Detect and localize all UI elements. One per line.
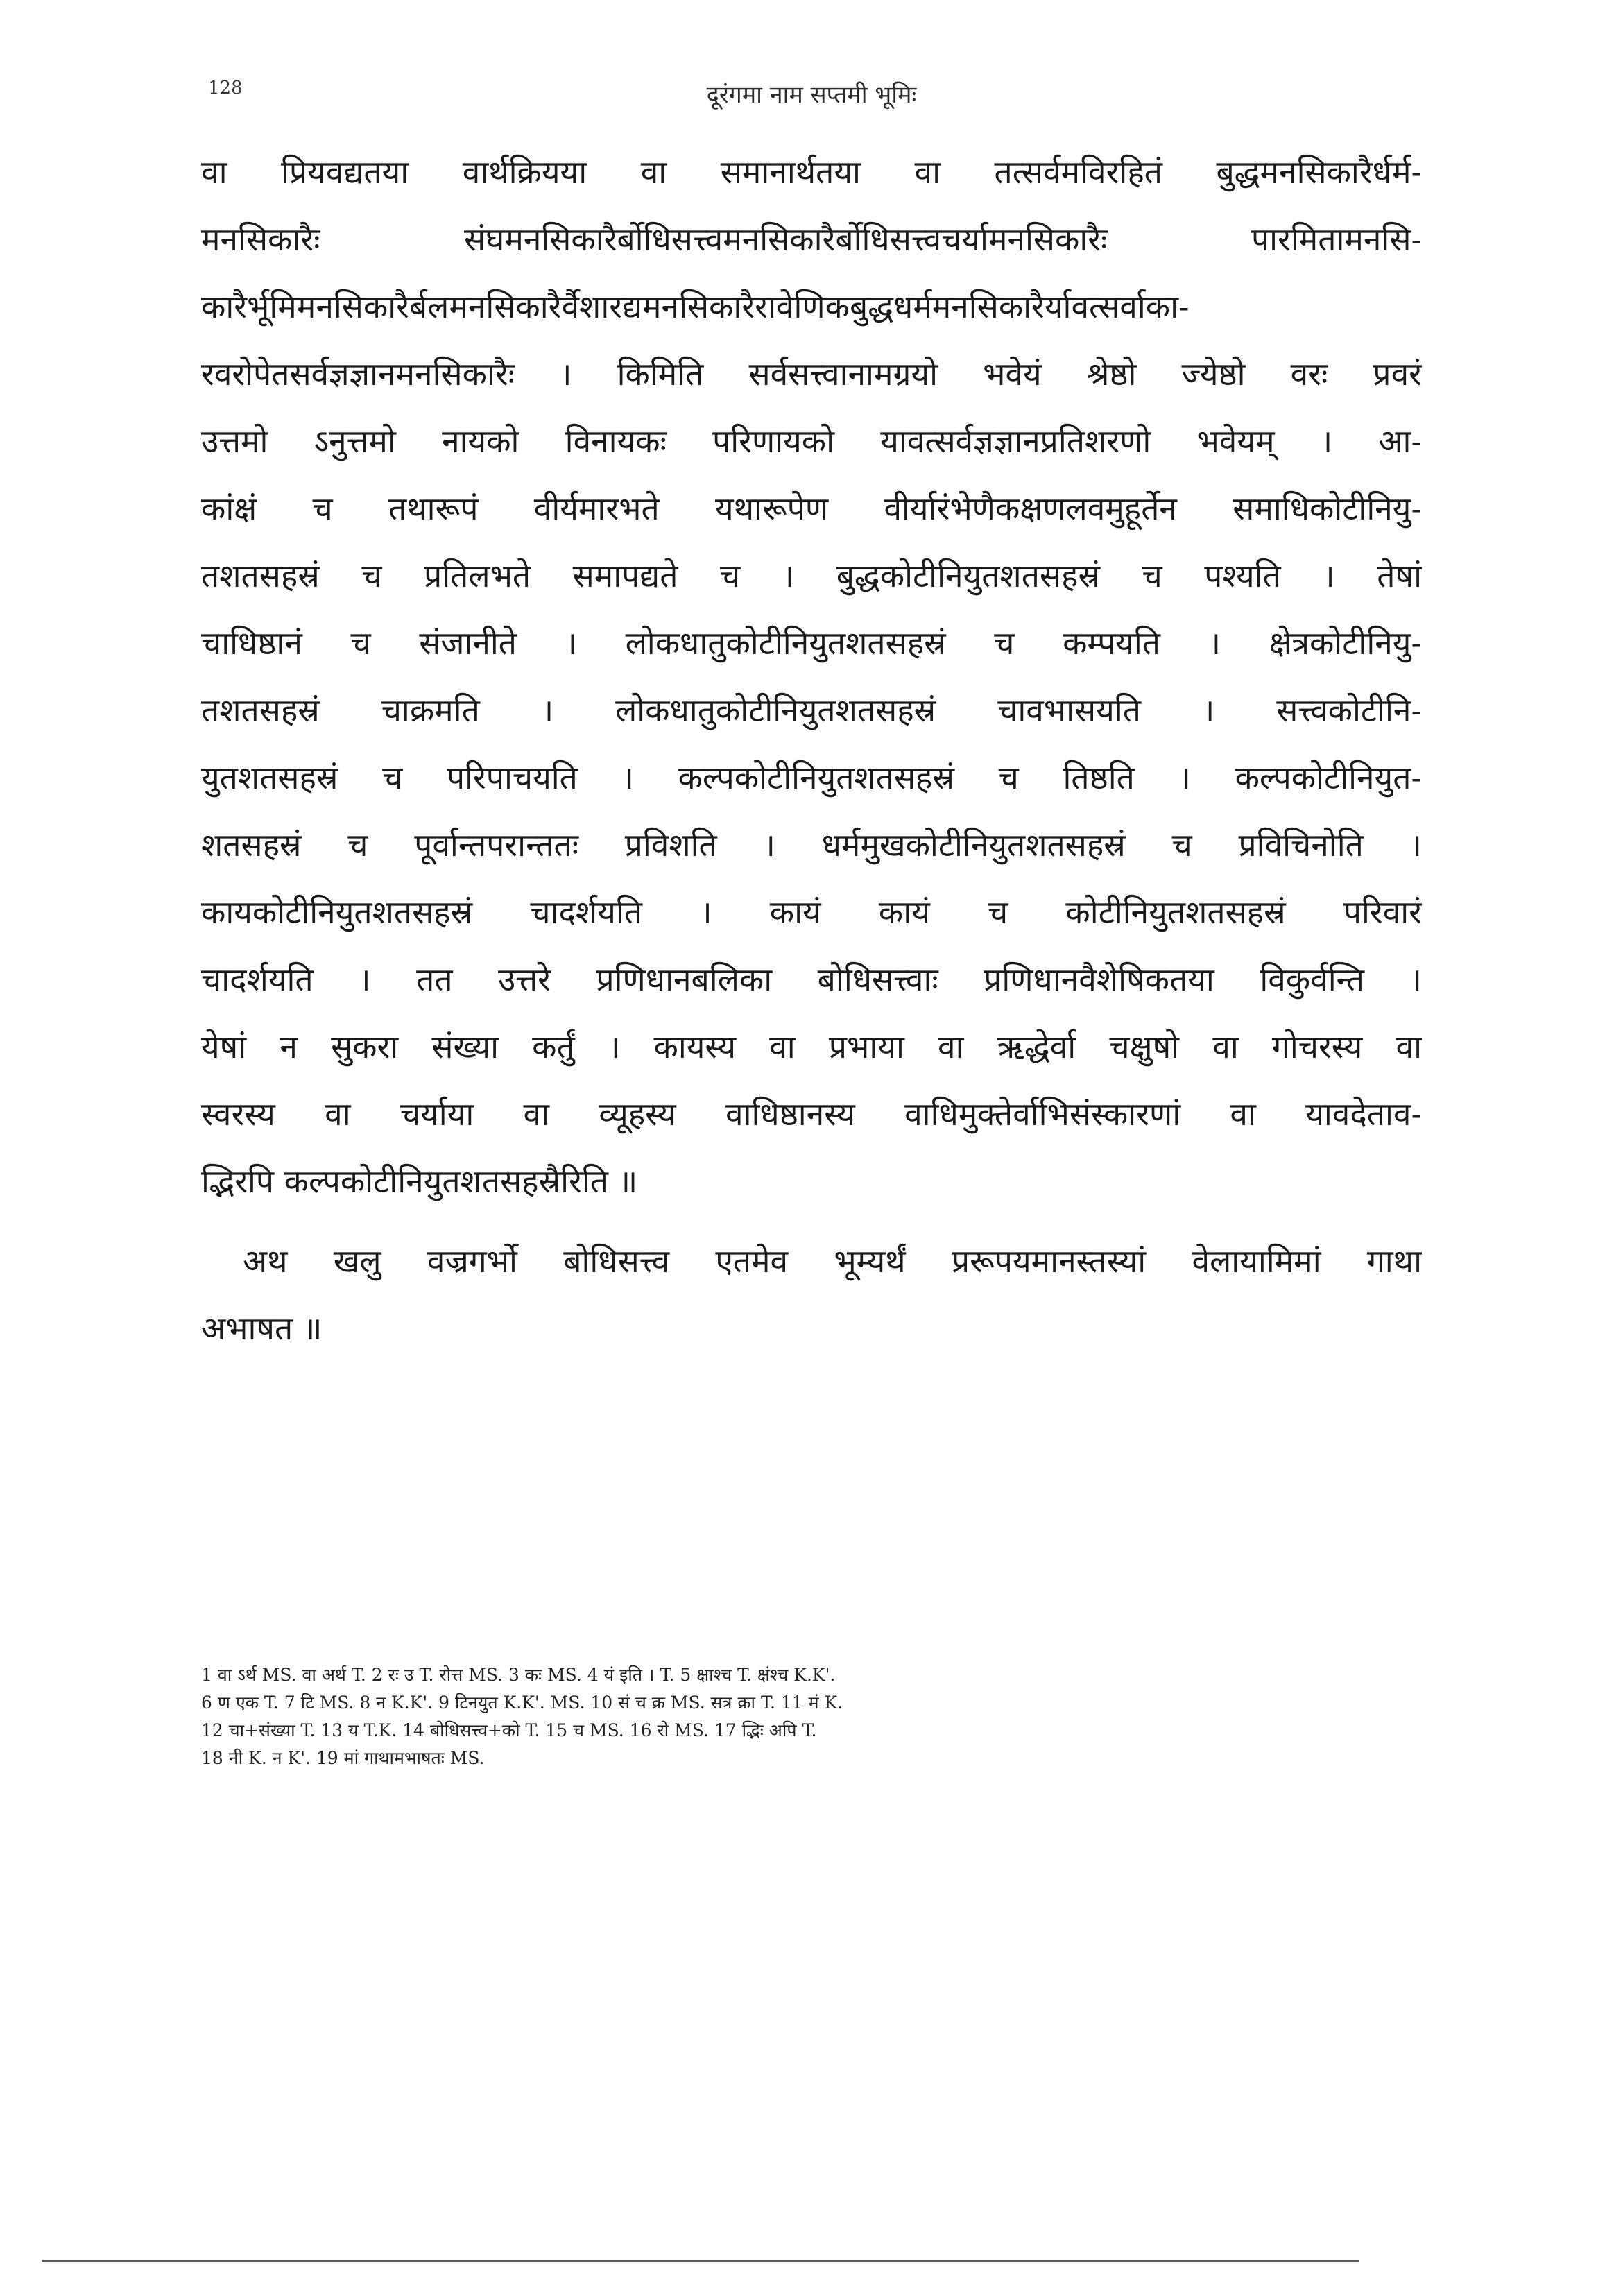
footnote-line: 12 चा+संख्या T. 13 य T.K. 14 बोधिसत्त्व+को T. 15 च MS. 16 रो MS. 17 द्भिः अपि T. bbox=[201, 1720, 817, 1740]
text-line: युतशतसहस्रं च परिपाचयति । कल्पकोटीनियुतशतसहस्रं च तिष्ठति । कल्पकोटीनियुत- bbox=[201, 759, 1422, 796]
bottom-rule bbox=[42, 2260, 1359, 2262]
text-line: कारैर्भूमिमनसिकारैर्बलमनसिकारैर्वैशारद्यमनसिकारैरावेणिकबुद्धधर्ममनसिकारैर्यावत्सर्वाका- bbox=[201, 288, 1190, 325]
text-line: चाधिष्ठानं च संजानीते । लोकधातुकोटीनियुतशतसहस्रं च कम्पयति । क्षेत्रकोटीनियु- bbox=[201, 624, 1422, 662]
verse-intro-line: अभाषत ॥ bbox=[201, 1310, 323, 1347]
text-line: चादर्शयति । तत उत्तरे प्रणिधानबलिका बोधिसत्त्वाः प्रणिधानवैशेषिकतया विकुर्वन्ति । bbox=[201, 961, 1422, 998]
text-line: तशतसहस्रं च प्रतिलभते समापद्यते च । बुद्धकोटीनियुतशतसहस्रं च पश्यति । तेषां bbox=[201, 557, 1422, 594]
text-line: रवरोपेतसर्वज्ञज्ञानमनसिकारैः । किमिति सर्वसत्त्वानामग्रयो भवेयं श्रेष्ठो ज्येष्ठो वरः प्रवरं bbox=[201, 355, 1422, 393]
text-line: कायकोटीनियुतशतसहस्रं चादर्शयति । कायं कायं च कोटीनियुतशतसहस्रं परिवारं bbox=[201, 893, 1422, 931]
page-number: 128 bbox=[208, 78, 243, 98]
footnote-line: 18 नी K. न K'. 19 मां गाथामभाषतः MS. bbox=[201, 1748, 485, 1768]
text-line: उत्तमो ऽनुत्तमो नायको विनायकः परिणायको यावत्सर्वज्ञज्ञानप्रतिशरणो भवेयम् । आ- bbox=[201, 422, 1422, 460]
text-line: शतसहस्रं च पूर्वान्तपरान्ततः प्रविशति । धर्ममुखकोटीनियुतशतसहस्रं च प्रविचिनोति । bbox=[201, 826, 1422, 864]
paragraph-gap bbox=[201, 1215, 1422, 1228]
text-line: मनसिकारैः संघमनसिकारैर्बोधिसत्त्वमनसिकारैर्बोधिसत्त्वचर्यामनसिकारैः पारमितामनसि- bbox=[201, 221, 1422, 258]
text-line: वा प्रियवद्यतया वार्थक्रियया वा समानार्थतया वा तत्सर्वमविरहितं बुद्धमनसिकारैर्धर्म- bbox=[201, 153, 1422, 191]
footnotes bbox=[201, 1661, 1422, 1772]
verse-intro-line: अथ खलु वज्रगर्भो बोधिसत्त्व एतमेव भूम्यर्थं प्ररूपयमानस्तस्यां वेलायामिमां गाथा bbox=[243, 1242, 1422, 1280]
text-line: स्वरस्य वा चर्याया वा व्यूहस्य वाधिष्ठानस्य वाधिमुक्तेर्वाभिसंस्कारणां वा यावदेताव- bbox=[201, 1095, 1422, 1133]
text-line: कांक्षं च तथारूपं वीर्यमारभते यथारूपेण वीर्यारंभेणैकक्षणलवमुहूर्तेन समाधिकोटीनियु- bbox=[201, 490, 1422, 527]
footnote-line: 1 वा ऽर्थ MS. वा अर्थ T. 2 रः उ T. रोत्त MS. 3 कः MS. 4 यं इति । T. 5 क्षाश्च T. क्षंश्च K.K'. bbox=[201, 1665, 836, 1685]
footnote-line: 6 ण एक T. 7 टि MS. 8 न K.K'. 9 टिनयुत K.K'. MS. 10 सं च क्र MS. सत्र क्रा T. 11 मं K. bbox=[201, 1693, 843, 1713]
running-title: दूरंगमा नाम सप्तमी भूमिः bbox=[706, 81, 917, 109]
text-line: द्भिरपि कल्पकोटीनियुतशतसहस्रैरिति ॥ bbox=[201, 1163, 638, 1200]
body-text bbox=[201, 139, 1422, 1362]
text-line: येषां न सुकरा संख्या कर्तुं । कायस्य वा प्रभाया वा ऋद्धेर्वा चक्षुषो वा गोचरस्य वा bbox=[201, 1028, 1422, 1065]
text-line: तशतसहस्रं चाक्रमति । लोकधातुकोटीनियुतशतसहस्रं चावभासयति । सत्त्वकोटीनि- bbox=[201, 692, 1422, 729]
